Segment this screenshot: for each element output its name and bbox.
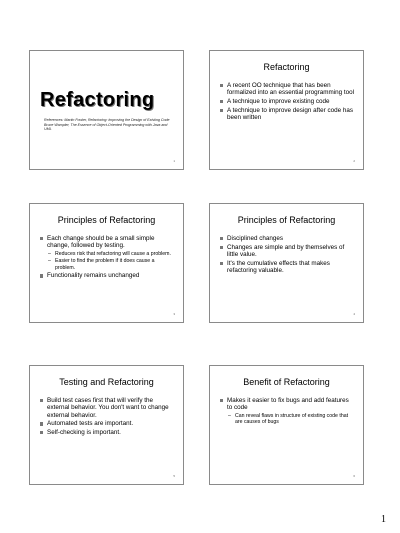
- bullet-item: Self-checking is important.: [40, 429, 175, 436]
- references-text: References: Martin Fowler, Refactoring: Improving the Design of Existing Code Bruce Wampler, The Essence of Object-Oriented Programming with Java and UML: [44, 118, 170, 132]
- slide-title: Testing and Refactoring: [59, 377, 154, 387]
- bullet-item: Build test cases first that will verify the external behavior. You don't want to change external behavior.: [40, 397, 175, 419]
- slide-number: 4: [353, 312, 355, 316]
- bullet-square-icon: [40, 422, 43, 425]
- bullet-item: Disciplined changes: [220, 235, 355, 242]
- sub-bullet-item: – Can reveal flaws in structure of existing code that are causes of bugs: [228, 413, 349, 426]
- slide-number: 5: [173, 474, 175, 478]
- bullet-square-icon: [220, 399, 223, 402]
- bullet-square-icon: [220, 84, 223, 87]
- bullet-square-icon: [40, 274, 43, 277]
- bullet-item: Makes it easier to fix bugs and add features to code: [220, 397, 355, 412]
- bullet-square-icon: [220, 246, 223, 249]
- bullet-item: Functionality remains unchanged: [40, 272, 175, 279]
- slide-5: [29, 365, 184, 485]
- bullet-square-icon: [220, 100, 223, 103]
- slide-2: [209, 50, 364, 170]
- bullet-item: Changes are simple and by themselves of little value.: [220, 244, 355, 259]
- bullet-list: [220, 82, 355, 123]
- bullet-square-icon: [220, 109, 223, 112]
- slide-title: Refactoring: [40, 89, 155, 111]
- bullet-item: A technique to improve design after code has been written: [220, 107, 355, 122]
- bullet-square-icon: [40, 399, 43, 402]
- slide-number: 1: [173, 159, 175, 163]
- bullet-item: A technique to improve existing code: [220, 98, 355, 105]
- bullet-item: A recent OO technique that has been formalized into an essential programming tool: [220, 82, 355, 97]
- slide-number: 3: [173, 312, 175, 316]
- bullet-list: [220, 397, 355, 427]
- slide-title: Principles of Refactoring: [57, 215, 156, 225]
- bullet-square-icon: [40, 237, 43, 240]
- sub-bullet-item: – Reduces risk that refactoring will cause a problem.: [48, 251, 171, 257]
- slide-1: [29, 50, 184, 170]
- slide-3: [29, 203, 184, 323]
- slide-title: Principles of Refactoring: [237, 215, 336, 225]
- bullet-list: [40, 235, 175, 281]
- slide-4: [209, 203, 364, 323]
- bullet-list: [220, 235, 355, 276]
- bullet-item: Each change should be a small simple change, followed by testing.: [40, 235, 175, 250]
- slide-6: [209, 365, 364, 485]
- bullet-square-icon: [220, 237, 223, 240]
- slide-number: 6: [353, 474, 355, 478]
- sub-bullet-item: – Easier to find the problem if it does cause a problem.: [48, 258, 155, 271]
- slide-number: 2: [353, 159, 355, 163]
- bullet-item: Automated tests are important.: [40, 420, 175, 427]
- bullet-square-icon: [220, 262, 223, 265]
- slide-title: Refactoring: [263, 62, 310, 72]
- slide-title: Benefit of Refactoring: [243, 377, 330, 387]
- bullet-square-icon: [40, 431, 43, 434]
- bullet-item: It's the cumulative effects that makes refactoring valuable.: [220, 260, 355, 275]
- bullet-list: [40, 397, 175, 438]
- page-number: 1: [381, 514, 386, 525]
